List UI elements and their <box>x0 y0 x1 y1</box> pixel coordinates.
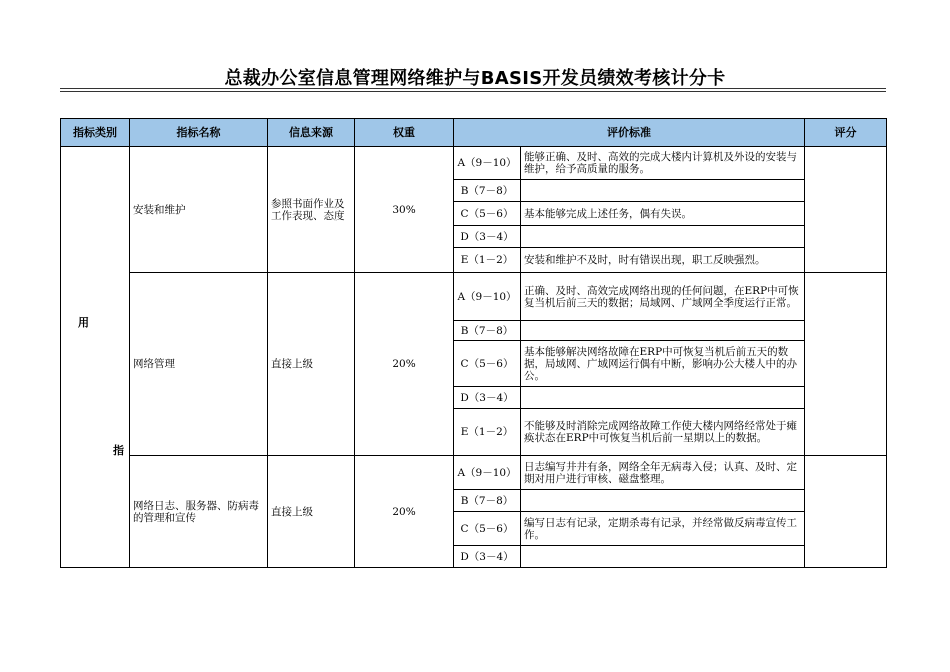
header-row <box>61 119 887 147</box>
criteria-text: 安装和维护不及时，时有错误出现，职工反映强烈。 <box>521 248 805 273</box>
indicator-name: 网络管理 <box>130 273 268 456</box>
criteria-text <box>521 546 805 568</box>
title-rule-bottom <box>60 91 886 92</box>
criteria-text <box>521 180 805 202</box>
grade-label: B（7－8） <box>454 180 521 202</box>
table-row <box>61 147 887 180</box>
grade-label: B（7－8） <box>454 490 521 512</box>
indicator-weight: 30% <box>355 147 454 273</box>
criteria-text: 基本能够完成上述任务，偶有失误。 <box>521 202 805 226</box>
grade-label: D（3－4） <box>454 546 521 568</box>
category-char: 用 <box>78 316 89 329</box>
grade-label: A（9－10） <box>454 456 521 490</box>
indicator-weight: 20% <box>355 456 454 568</box>
grade-label: C（5－6） <box>454 341 521 387</box>
header-score: 评分 <box>805 119 887 147</box>
score-cell[interactable] <box>805 147 887 273</box>
grade-label: E（1－2） <box>454 409 521 456</box>
category-char: 指 <box>113 444 124 457</box>
indicator-source: 参照书面作业及工作表现、态度 <box>268 147 355 273</box>
table-row <box>61 273 887 321</box>
criteria-text: 不能够及时消除完成网络故障工作使大楼内网络经常处于瘫痪状态在ERP中可恢复当机后前一星期以上的数据。 <box>521 409 805 456</box>
grade-label: C（5－6） <box>454 202 521 226</box>
table-row <box>61 456 887 490</box>
title-rule-top <box>60 88 886 89</box>
criteria-text <box>521 387 805 409</box>
header-weight: 权重 <box>355 119 454 147</box>
indicator-name: 网络日志、服务器、防病毒的管理和宣传 <box>130 456 268 568</box>
indicator-source: 直接上级 <box>268 273 355 456</box>
score-cell[interactable] <box>805 273 887 456</box>
criteria-text: 编写日志有记录，定期杀毒有记录，并经常做反病毒宣传工作。 <box>521 512 805 546</box>
grade-label: D（3－4） <box>454 226 521 248</box>
score-cell[interactable] <box>805 456 887 568</box>
header-category: 指标类别 <box>61 119 130 147</box>
criteria-text: 能够正确、及时、高效的完成大楼内计算机及外设的安装与维护，给予高质量的服务。 <box>521 147 805 180</box>
criteria-text <box>521 490 805 512</box>
page-title: 总裁办公室信息管理网络维护与BASIS开发员绩效考核计分卡 <box>224 68 726 89</box>
grade-label: A（9－10） <box>454 147 521 180</box>
criteria-text: 基本能够解决网络故障在ERP中可恢复当机后前五天的数据，局域网、广域网运行偶有中断，影响办公大楼人中的办公。 <box>521 341 805 387</box>
criteria-text: 日志编写井井有条，网络全年无病毒入侵；认真、及时、定期对用户进行审核、磁盘整理。 <box>521 456 805 490</box>
grade-label: B（7－8） <box>454 321 521 341</box>
grade-label: E（1－2） <box>454 248 521 273</box>
indicator-source: 直接上级 <box>268 456 355 568</box>
category-cell <box>61 147 130 568</box>
indicator-weight: 20% <box>355 273 454 456</box>
criteria-text <box>521 321 805 341</box>
page-cutoff <box>0 578 950 672</box>
header-source: 信息来源 <box>268 119 355 147</box>
grade-label: A（9－10） <box>454 273 521 321</box>
criteria-text: 正确、及时、高效完成网络出现的任何问题，在ERP中可恢复当机后前三天的数据；局域网、广域网全季度运行正常。 <box>521 273 805 321</box>
indicator-name: 安装和维护 <box>130 147 268 273</box>
header-name: 指标名称 <box>130 119 268 147</box>
grade-label: C（5－6） <box>454 512 521 546</box>
scorecard-table <box>60 118 887 568</box>
criteria-text <box>521 226 805 248</box>
grade-label: D（3－4） <box>454 387 521 409</box>
header-criteria: 评价标准 <box>454 119 805 147</box>
